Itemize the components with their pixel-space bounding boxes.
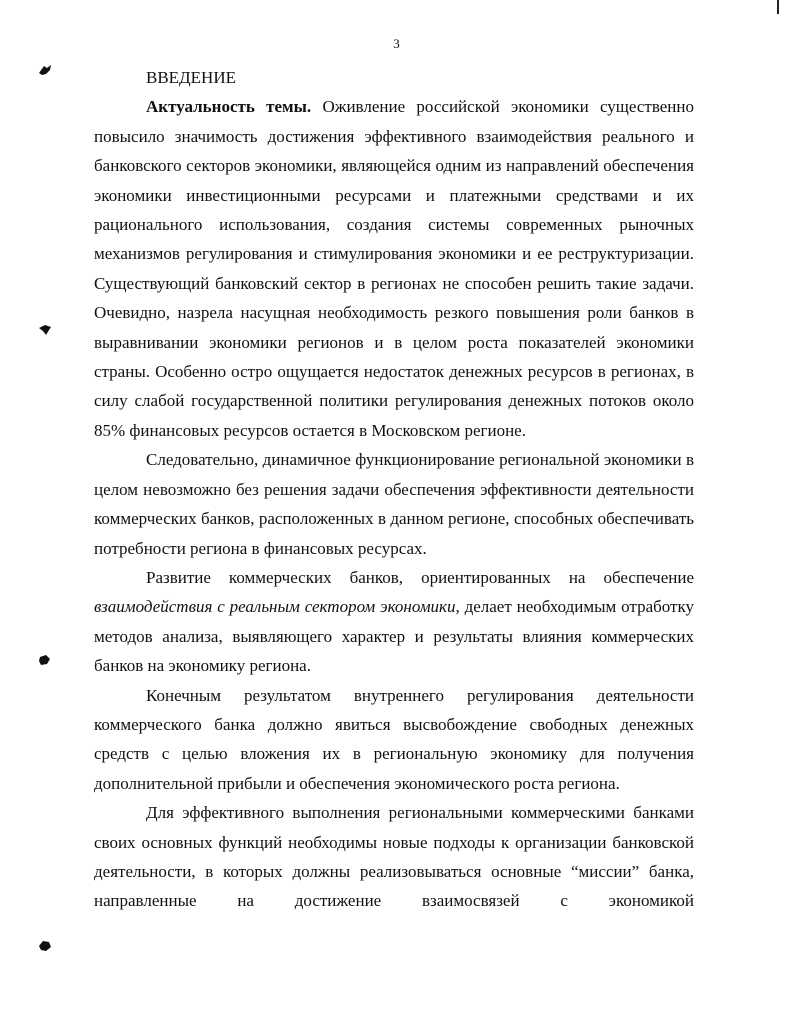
- paragraph-final-result: Конечным результатом внутреннего регулирования деятельности коммерческого банка должно явиться высвобождение свободных денежных средств с целью вложения их в региональную экономику для получения дополнительной прибыли и обеспечения экономического роста региона.: [94, 685, 694, 793]
- development-text-end: делает необходимым отработку методов анализа, выявляющего характер и результаты влияния коммерческих банков на экономику региона.: [94, 597, 694, 676]
- paragraph-relevance: [94, 92, 694, 445]
- page-number: 3: [393, 36, 400, 51]
- binder-hole-mark-4: [38, 940, 52, 952]
- development-italic: взаимодействия с реальным сектором экономики,: [94, 597, 460, 617]
- binder-hole-mark-1: [38, 64, 52, 76]
- binder-hole-mark-2: [38, 324, 52, 336]
- development-text-start: Развитие коммерческих банков, ориентированных на обеспечение: [146, 567, 694, 587]
- paragraph-effective-functions: Для эффективного выполнения региональными коммерческими банками своих основных функций необходимы новые подходы к организации банковской деятельности, в которых должны реализовываться основные “миссии” банка, направленные на достижение взаимосвязей с экономикой: [94, 803, 694, 911]
- binder-hole-mark-3: [38, 654, 52, 666]
- section-heading: ВВЕДЕНИЕ: [146, 68, 236, 87]
- paragraph-consequently: Следовательно, динамичное функционирование региональной экономики в целом невозможно без решения задачи обеспечения эффективности деятельности коммерческих банков, расположенных в данном регионе, способных обеспечивать потребности региона в финансовых ресурсах.: [94, 450, 694, 558]
- relevance-lead: Актуальность темы.: [146, 97, 312, 117]
- relevance-text: Оживление российской экономики существенно повысило значимость достижения эффективного взаимодействия реального и банковского секторов экономики, являющейся одним из направлений обеспечения экономики инвестиционными ресурсами и платежными средствами и их рационального использования, создания системы современных рыночных механизмов регулирования и стимулирования экономики и ее реструктуризации. Существующий банковский сектор в регионах не способен решить такие задачи. Очевидно, назрела насущная необходимость резкого повышения роли банков в выравнивании экономики регионов и в целом роста показателей экономики страны. Особенно остро ощущается недостаток денежных ресурсов в регионах, в силу слабой государственной политики регулирования денежных потоков около 85% финансовых ресурсов остается в Московском регионе.: [94, 97, 694, 440]
- paragraph-development: [94, 563, 694, 681]
- scan-edge-mark: [777, 0, 779, 14]
- document-body: [94, 63, 694, 916]
